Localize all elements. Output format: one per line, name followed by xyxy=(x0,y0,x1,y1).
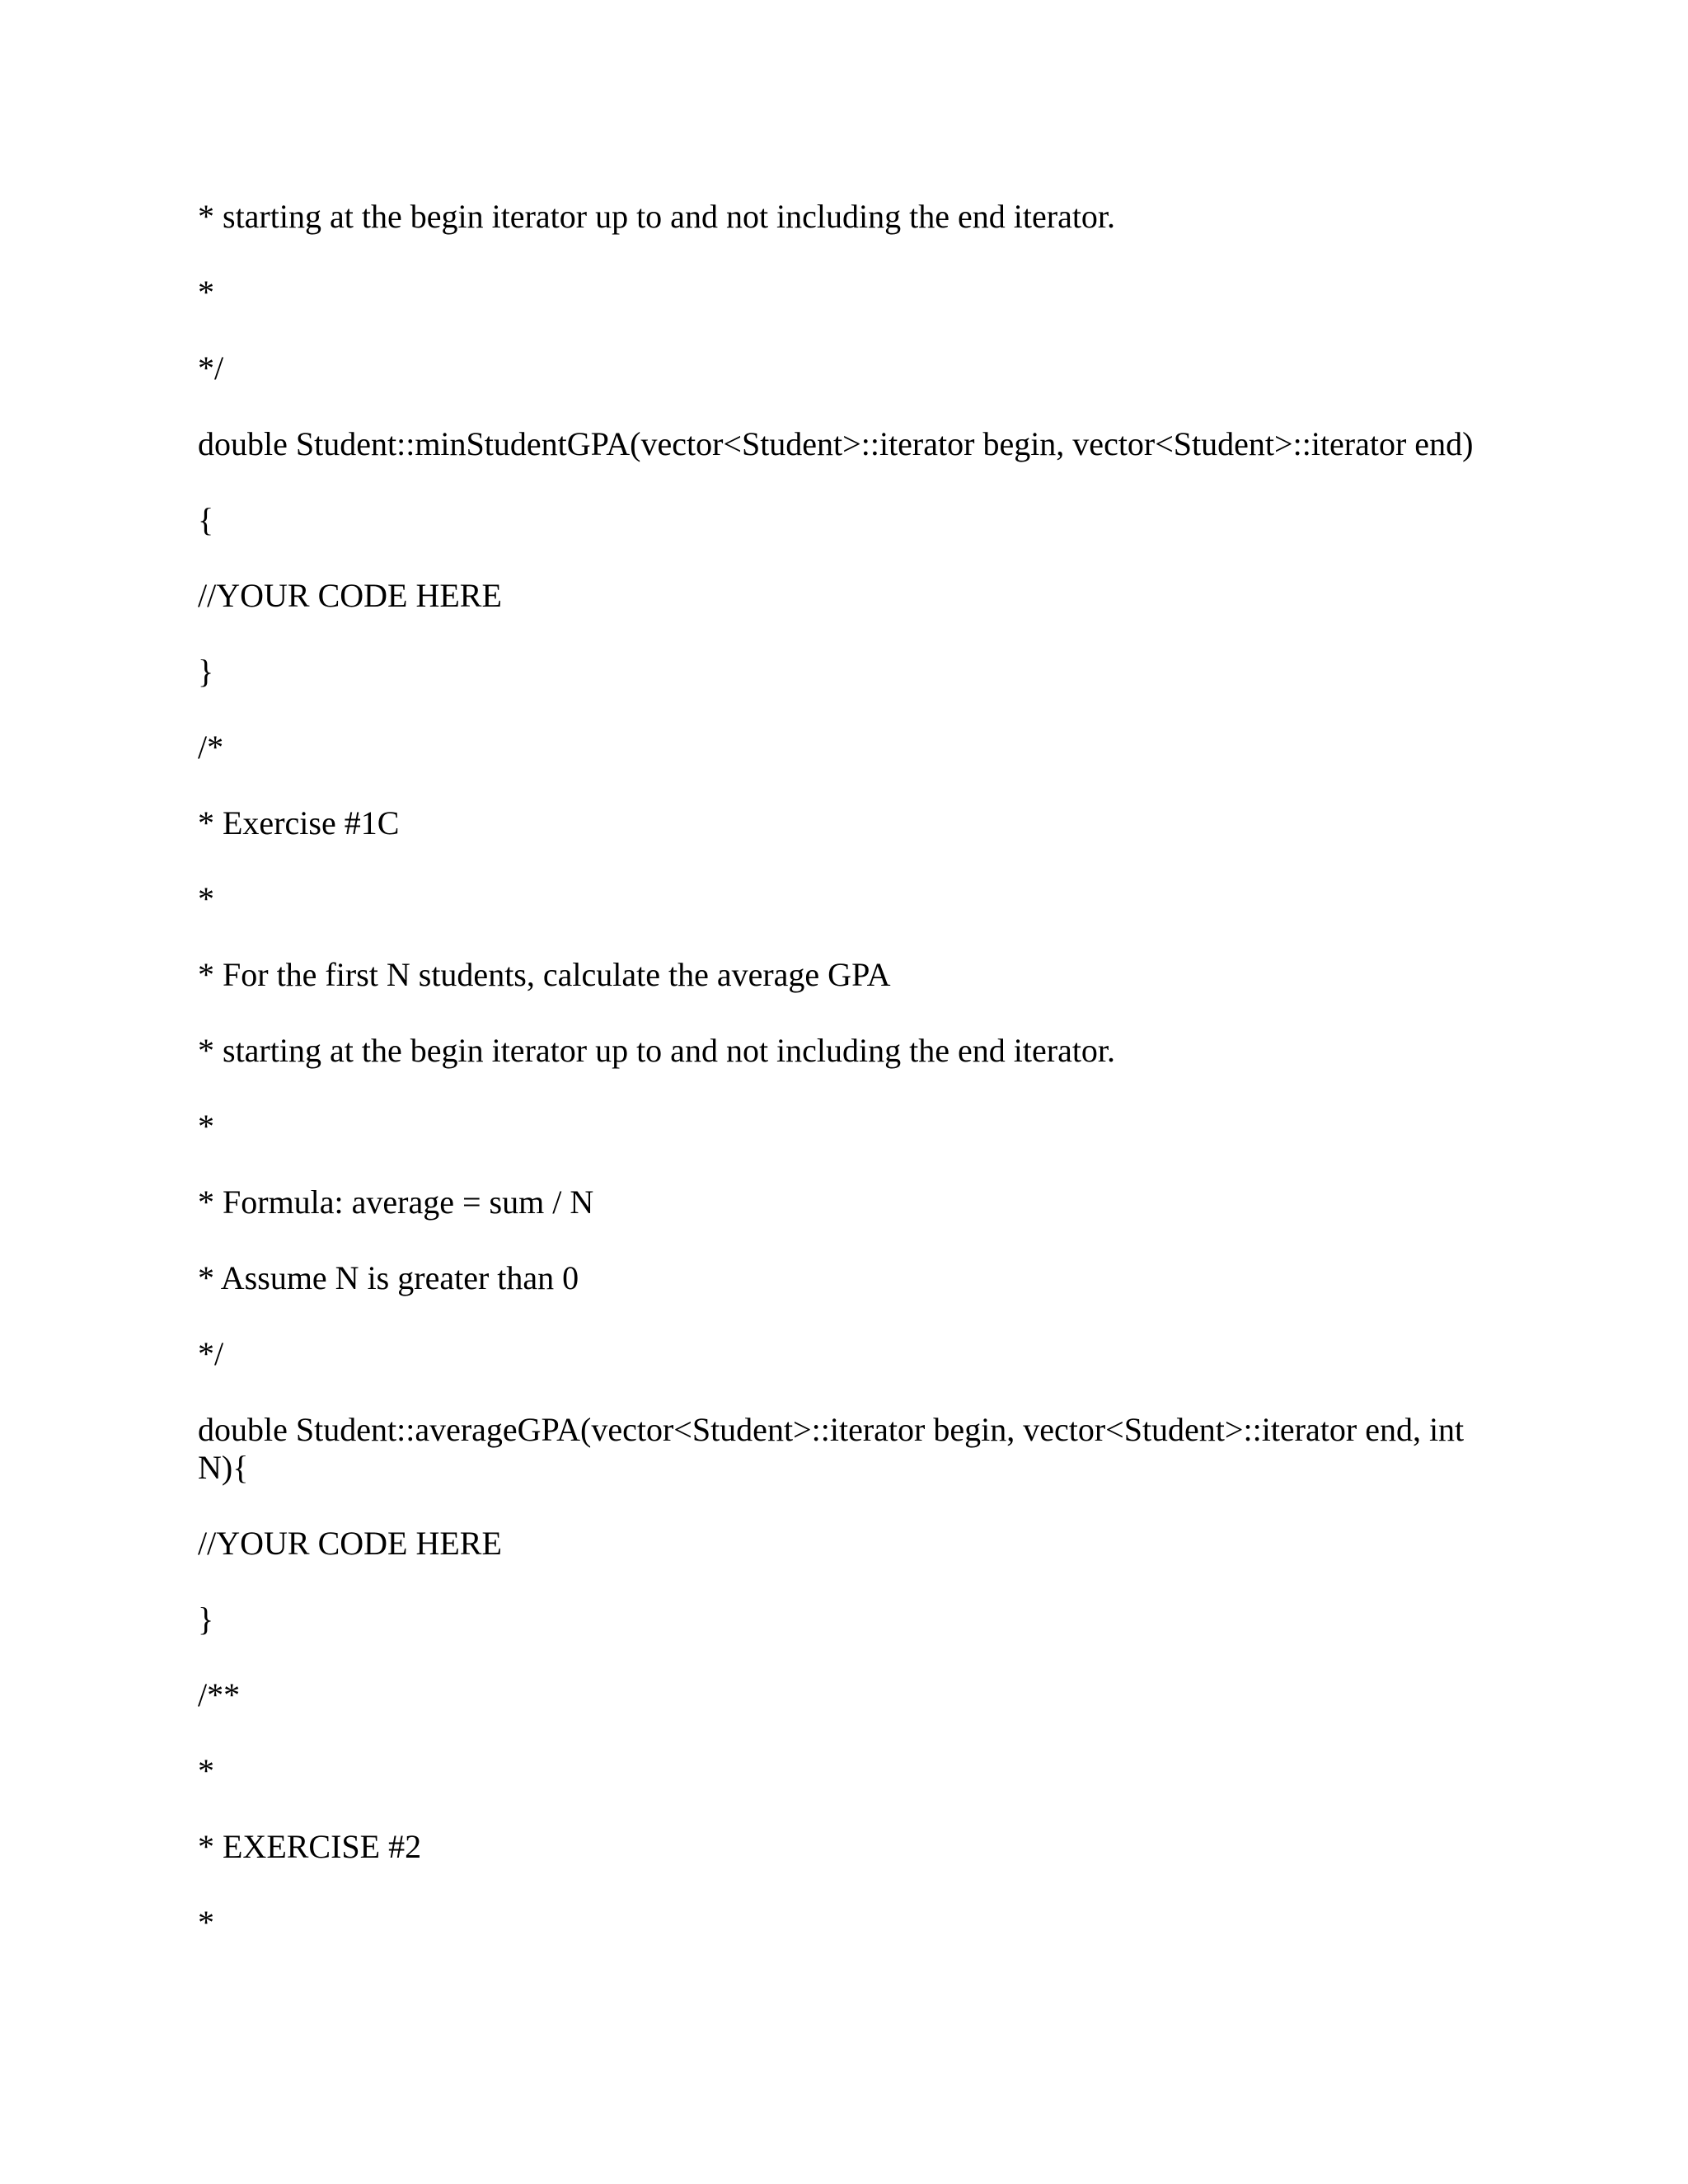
exercise-heading: * Exercise #1C xyxy=(198,804,400,841)
comment-open: /** xyxy=(198,1676,241,1713)
comment-line: * starting at the begin iterator up to and not including the end iterator. xyxy=(198,198,1116,235)
comment-line: * xyxy=(198,880,214,917)
comment-line: * starting at the begin iterator up to and not including the end iterator. xyxy=(198,1032,1116,1069)
comment-line: * xyxy=(198,1904,214,1941)
comment-close: */ xyxy=(198,1335,224,1372)
close-brace: } xyxy=(198,653,214,690)
comment-line: * For the first N students, calculate the average GPA xyxy=(198,956,891,993)
open-brace: { xyxy=(198,501,214,538)
comment-line: * xyxy=(198,1752,214,1789)
exercise-heading: * EXERCISE #2 xyxy=(198,1828,422,1865)
function-signature-min-student-gpa: double Student::minStudentGPA(vector<Student>::iterator begin, vector<Student>::iterator end) xyxy=(198,425,1474,462)
comment-line: * xyxy=(198,1108,214,1145)
comment-line: * Assume N is greater than 0 xyxy=(198,1259,579,1296)
comment-open: /* xyxy=(198,729,224,766)
code-placeholder: //YOUR CODE HERE xyxy=(198,577,502,614)
code-placeholder: //YOUR CODE HERE xyxy=(198,1525,502,1562)
function-signature-average-gpa: double Student::averageGPA(vector<Student>::iterator begin, vector<Student>::iterator end, int N){ xyxy=(198,1411,1465,1486)
comment-close: */ xyxy=(198,349,224,387)
close-brace: } xyxy=(198,1601,214,1638)
formula-line: * Formula: average = sum / N xyxy=(198,1183,594,1221)
comment-line: * xyxy=(198,274,214,311)
